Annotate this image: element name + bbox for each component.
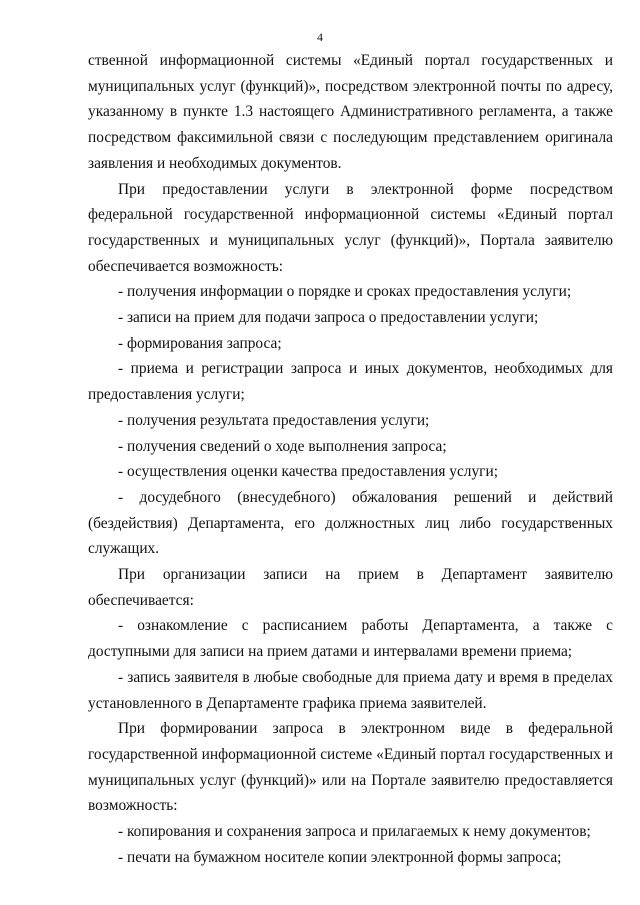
paragraph-request-forming: При формировании запроса в электронном виде в федеральной государственной информационной системе «Единый портал государственных и муниципальных услуг (функций)» или на Портале заявителю предоставляется возможность: [88,720,613,815]
paragraph-continuation: ственной информационной системы «Единый портал государственных и муниципальных услуг (функций)», посредством электронной почты по адресу, указанному в пункте 1.3 настоящего Административного регламента, а также посредством факсимильной связи с последующим представлением оригинала заявления и необходимых документов. [88,52,613,172]
list-item: - копирования и сохранения запроса и прилагаемых к нему документов; [118,823,591,841]
paragraph-appointment: При организации записи на прием в Департамент заявителю обеспечивается: [88,566,613,609]
list-item: - досудебного (внесудебного) обжалования решений и действий (бездействия) Департамента, его должностных лиц либо государственных служащих. [88,488,613,558]
list-item: - записи на прием для подачи запроса о предоставлении услуги; [118,309,539,327]
list-item: - ознакомление с расписанием работы Департамента, а также с доступными для записи на прием датами и интервалами времени приема; [88,617,613,661]
list-item: - формирования запроса; [118,334,282,352]
document-body [88,48,613,871]
list-item: - осуществления оценки качества предоставления услуги; [118,463,498,481]
list-item: - запись заявителя в любые свободные для приема дату и время в пределах установленного в Департаменте графика приема заявителей. [88,668,613,712]
page-number: 4 [317,30,323,44]
list-item: - приема и регистрации запроса и иных документов, необходимых для предоставления услуги; [88,360,613,404]
paragraph-electronic-form: При предоставлении услуги в электронной форме посредством федеральной государственной информационной системы «Единый портал государственных и муниципальных услуг (функций)», Портала заявителю обеспечивается возможность: [88,180,613,275]
list-item: - печати на бумажном носителе копии электронной формы запроса; [118,848,562,866]
list-item: - получения информации о порядке и сроках предоставления услуги; [118,283,572,301]
list-item: - получения результата предоставления услуги; [118,411,430,429]
list-item: - получения сведений о ходе выполнения запроса; [118,437,447,455]
